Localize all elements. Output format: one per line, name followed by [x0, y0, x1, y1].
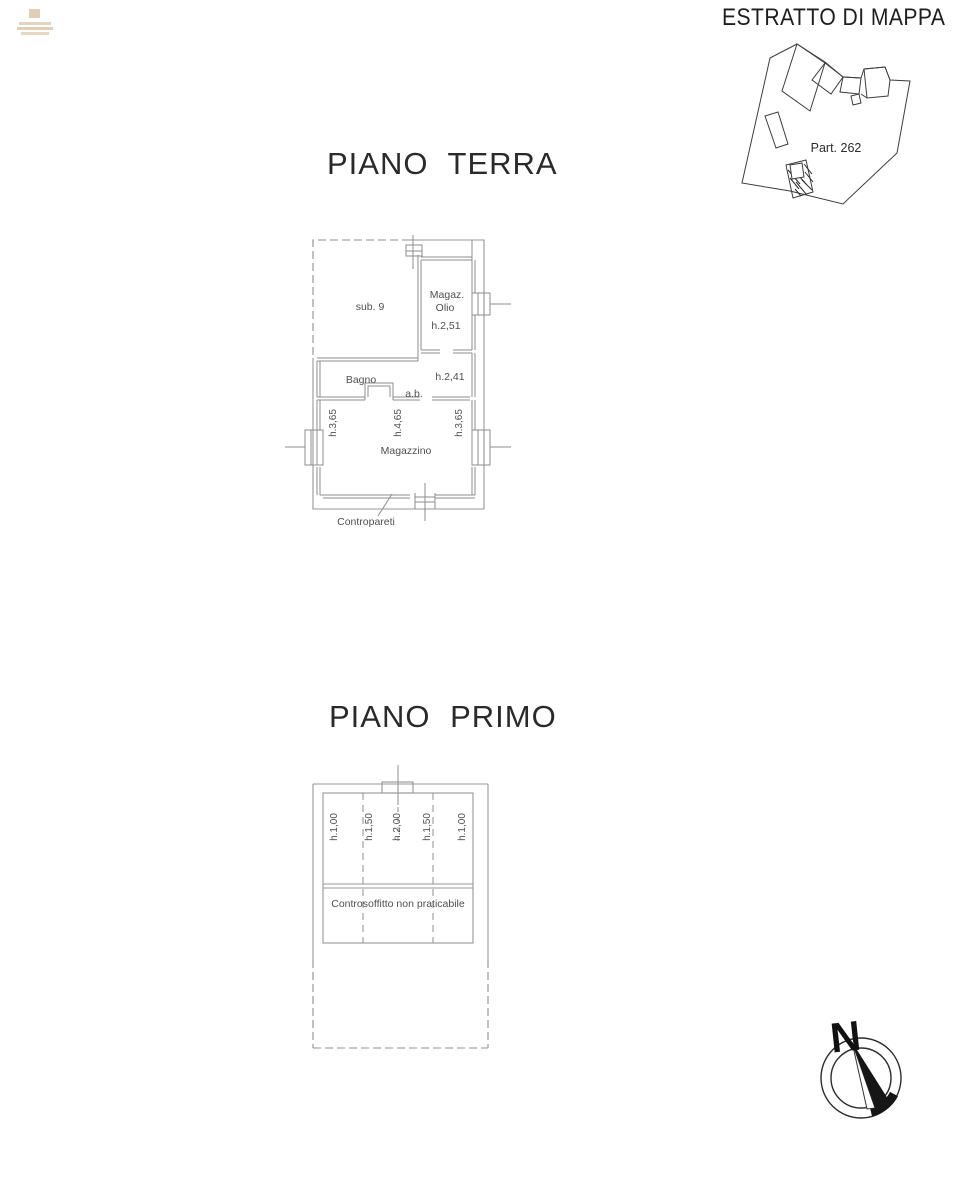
sub9-label: sub. 9 — [355, 301, 385, 313]
controsoffitto-note: Controsoffitto non praticabile — [331, 898, 465, 910]
door-bottom — [415, 483, 435, 521]
magaz-olio-height-label: h.2,51 — [431, 320, 461, 332]
height-label-center: h.4,65 — [393, 409, 404, 437]
roof-height-label-5: h.1,00 — [457, 813, 468, 841]
roof-height-label-2: h.1,50 — [364, 813, 375, 841]
building-cluster-outline — [782, 44, 890, 111]
roof-height-label-1: h.1,00 — [329, 813, 340, 841]
window-right-upper — [472, 293, 511, 315]
annex-outline — [765, 112, 788, 148]
parcel-number-label: Part. 262 — [810, 141, 862, 155]
map-extract-title: ESTRATTO DI MAPPA — [722, 4, 946, 31]
roof-height-label-3: h.2,00 — [392, 813, 403, 841]
piano-primo-title: PIANO PRIMO — [329, 699, 557, 734]
antibagno-label: a.b. — [405, 388, 423, 400]
subject-building-hatched — [786, 160, 813, 198]
stamp-marks — [17, 9, 53, 35]
bagno-label: Bagno — [345, 374, 377, 386]
contropareti-label: Contropareti — [337, 516, 395, 528]
antibagno-height-label: h.2,41 — [435, 371, 465, 383]
window-right-lower — [472, 430, 511, 465]
window-left — [285, 430, 323, 465]
flue-symbol — [382, 765, 413, 805]
magazzino-label: Magazzino — [380, 445, 432, 457]
dashed-terrace-boundary — [313, 960, 488, 1048]
map-extract-drawing — [720, 36, 970, 221]
parcel-boundary — [742, 44, 910, 204]
north-compass — [810, 1005, 920, 1135]
piano-primo-plan — [280, 755, 520, 1065]
magaz-olio-label-2: Olio — [435, 302, 455, 314]
magaz-olio-label-1: Magaz. — [429, 289, 465, 301]
piano-terra-title: PIANO TERRA — [327, 146, 558, 181]
roof-height-label-4: h.1,50 — [422, 813, 433, 841]
sub9-dashed-boundary — [313, 240, 410, 358]
office-stamp — [12, 8, 58, 40]
height-label-left: h.3,65 — [328, 409, 339, 437]
piano-terra-plan — [280, 225, 520, 535]
north-label: N — [827, 1011, 864, 1062]
height-label-right: h.3,65 — [454, 409, 465, 437]
sub9-lower-wall — [317, 358, 418, 361]
contropareti-leader-line — [378, 494, 392, 516]
attic-dividing-wall — [323, 884, 473, 888]
